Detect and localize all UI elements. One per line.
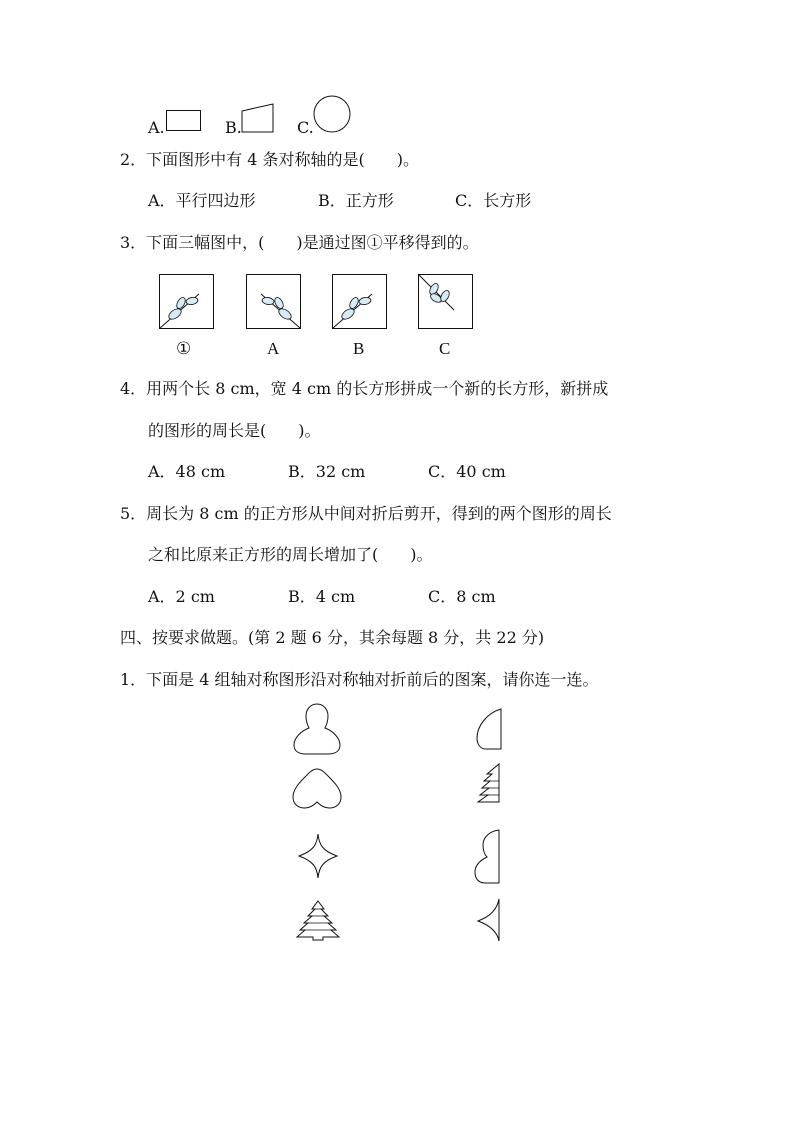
q3-label-original: ① — [176, 339, 192, 358]
section4-heading: 四、按要求做题。(第 2 题 6 分，其余每题 8 分，共 22 分) — [120, 628, 545, 647]
full-tree-shape — [293, 898, 345, 942]
q1-option-a-rectangle — [166, 110, 202, 132]
q5-option-c: C．8 cm — [428, 587, 496, 606]
full-heart-shape — [288, 764, 348, 814]
q1-option-b-trapezoid — [241, 103, 275, 133]
q4-option-a: A．48 cm — [148, 462, 226, 481]
q5-option-a: A．2 cm — [148, 587, 215, 606]
half-tree-shape — [474, 762, 506, 806]
q1-option-c-circle — [312, 95, 352, 135]
q3-label-b: B — [353, 339, 365, 358]
q4-option-c: C．40 cm — [428, 462, 506, 481]
q3-stem: 3．下面三幅图中，( )是通过图①平移得到的。 — [120, 233, 479, 252]
q2-option-c: C．长方形 — [455, 191, 532, 210]
q1-option-a-label: A. — [148, 118, 165, 137]
q2-option-a: A．平行四边形 — [148, 191, 256, 210]
q4-stem-line1: 4．用两个长 8 cm，宽 4 cm 的长方形拼成一个新的长方形，新拼成 — [120, 379, 609, 398]
q5-option-b: B．4 cm — [288, 587, 356, 606]
q5-stem-line1: 5．周长为 8 cm 的正方形从中间对折后剪开，得到的两个图形的周长 — [120, 504, 612, 523]
full-star-shape — [294, 831, 344, 881]
q2-stem: 2．下面图形中有 4 条对称轴的是( )。 — [120, 150, 420, 169]
q3-figure-original — [159, 274, 215, 330]
q2-option-b: B．正方形 — [318, 191, 394, 210]
half-star-shape — [474, 897, 508, 945]
q3-figure-c — [418, 274, 474, 330]
half-leaf-shape — [474, 706, 510, 752]
q3-figure-a — [246, 274, 302, 330]
q5-stem-line2: 之和比原来正方形的周长增加了( )。 — [148, 545, 433, 564]
q1-option-b-label: B. — [225, 118, 242, 137]
q3-label-c: C — [439, 339, 451, 358]
q3-figure-b — [332, 274, 388, 330]
full-gourd-shape — [288, 700, 348, 758]
q4-option-b: B．32 cm — [288, 462, 366, 481]
q3-label-a: A — [267, 339, 280, 358]
q1-option-c-label: C. — [297, 118, 314, 137]
q4-stem-line2: 的图形的周长是( )。 — [148, 421, 321, 440]
section4-q1-stem: 1．下面是 4 组轴对称图形沿对称轴对折前后的图案，请你连一连。 — [120, 670, 599, 689]
half-gourd-shape — [472, 827, 508, 887]
